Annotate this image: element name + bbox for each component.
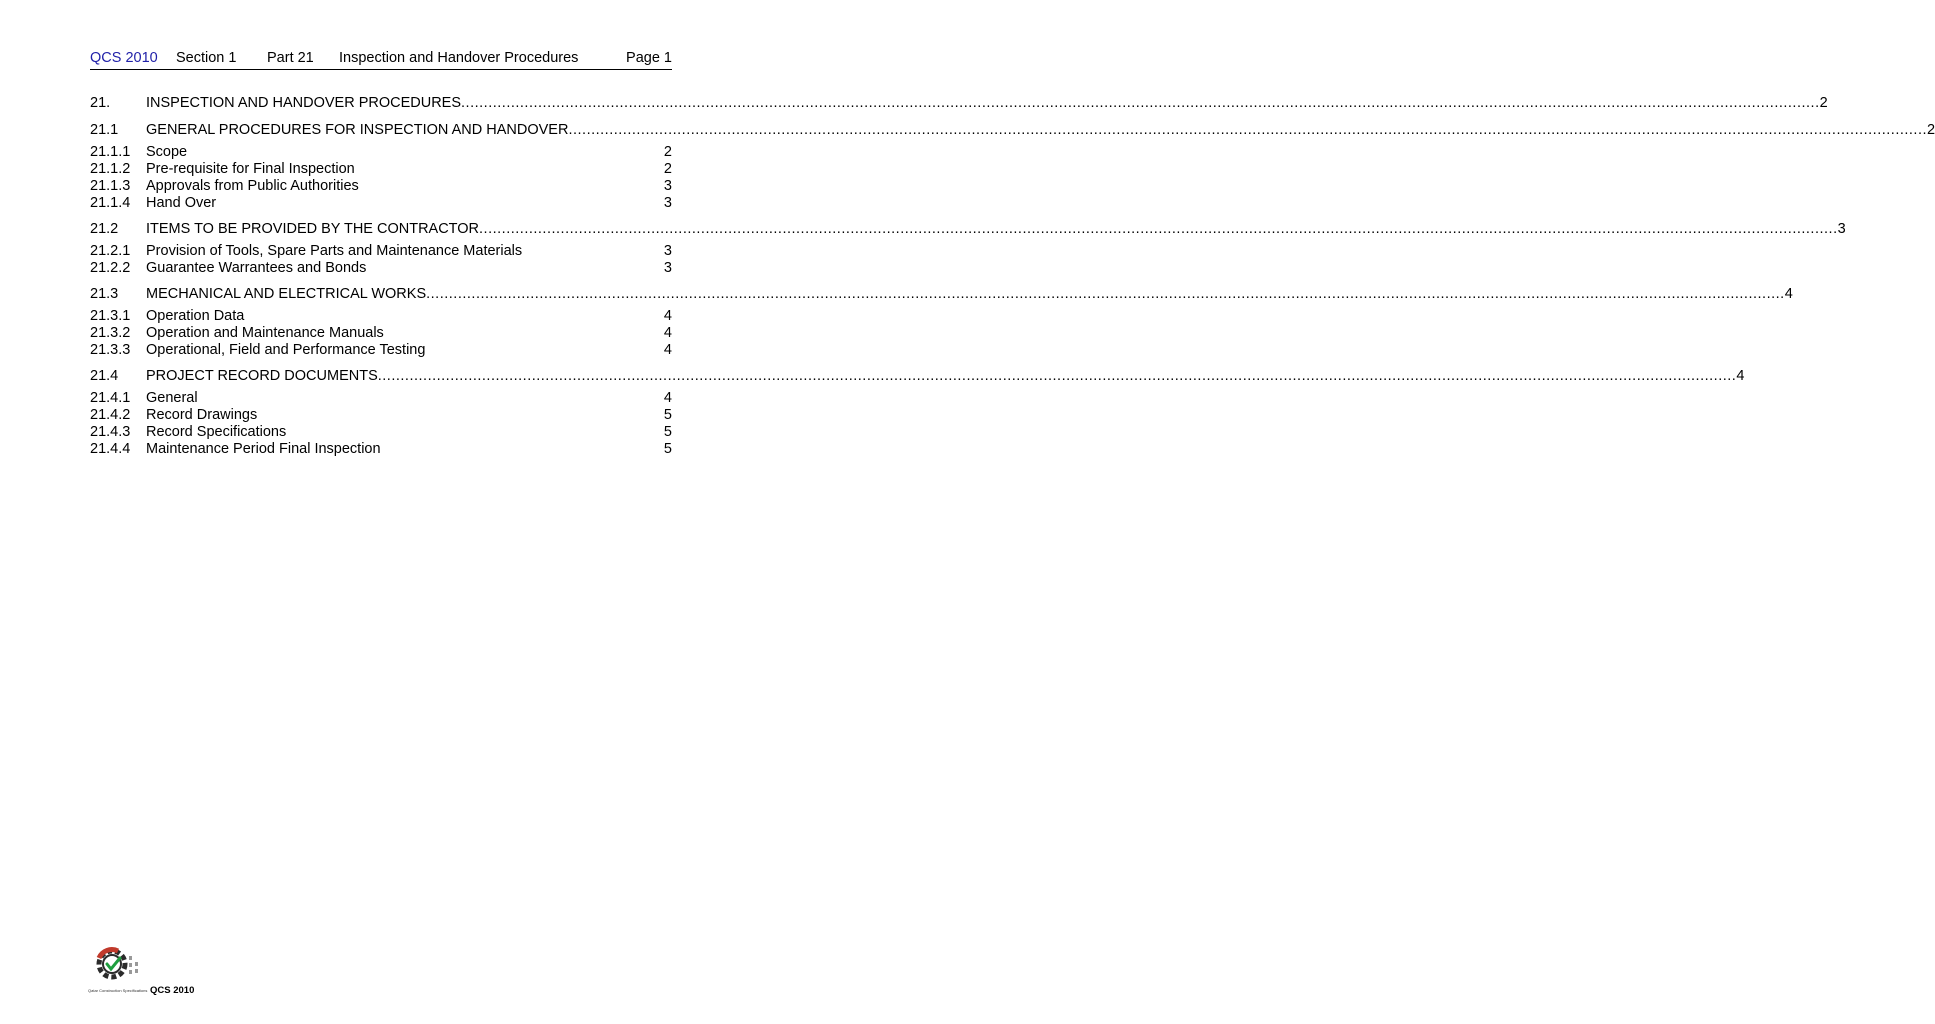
toc-entry-title: MECHANICAL AND ELECTRICAL WORKS xyxy=(146,286,427,302)
toc-entry-number: 21.4.3 xyxy=(90,424,131,440)
header-code: QCS 2010 xyxy=(90,50,158,66)
toc-entry-title: Pre-requisite for Final Inspection xyxy=(146,161,355,177)
toc-entry-number: 21.2.2 xyxy=(90,260,131,276)
toc-entry-page: 3 xyxy=(663,195,672,211)
toc-entry-page: 2 xyxy=(1819,95,1828,111)
toc-entry-number: 21.1.3 xyxy=(90,178,131,194)
toc-major-entry[interactable] xyxy=(90,284,1793,304)
toc-entry-page: 2 xyxy=(1927,122,1935,138)
toc-entry-number: 21.1 xyxy=(90,122,119,138)
toc-entry-number: 21. xyxy=(90,95,111,111)
toc-dot-leader: ............................................................................................................................................................................................................................................................................................................ xyxy=(426,286,1785,302)
toc-entry-number: 21.3.3 xyxy=(90,342,131,358)
toc-section xyxy=(90,93,1828,113)
logo-caption: Qatar Construction Specifications xyxy=(88,988,148,993)
toc-major-entry[interactable] xyxy=(90,93,1828,113)
toc-sub-entry[interactable] xyxy=(90,342,672,359)
toc-entry-title: GENERAL PROCEDURES FOR INSPECTION AND HANDOVER xyxy=(146,122,569,138)
toc-entry-title: INSPECTION AND HANDOVER PROCEDURES xyxy=(146,95,462,111)
toc-entry-number: 21.4.2 xyxy=(90,407,131,423)
toc-major-entry[interactable] xyxy=(90,120,1935,140)
toc-entry-title: Record Drawings xyxy=(146,407,258,423)
toc-section xyxy=(90,284,1793,359)
toc-sub-entry[interactable] xyxy=(90,424,672,441)
header-section: Section 1 xyxy=(176,50,237,66)
toc-entry-page: 3 xyxy=(1837,221,1846,237)
toc-section xyxy=(90,120,1935,212)
toc-entry-title: Operation Data xyxy=(146,308,245,324)
toc-entry-title: Operational, Field and Performance Testing xyxy=(146,342,426,358)
toc-entry-title: Provision of Tools, Spare Parts and Maintenance Materials xyxy=(146,243,523,259)
toc-entry-number: 21.4.4 xyxy=(90,441,131,457)
toc-entry-page: 4 xyxy=(663,325,672,341)
toc-major-entry[interactable] xyxy=(90,219,1846,239)
toc-entry-title: Hand Over xyxy=(146,195,217,211)
toc-sub-entry[interactable] xyxy=(90,407,672,424)
toc-sub-entry[interactable] xyxy=(90,195,672,212)
toc-entry-title: Record Specifications xyxy=(146,424,287,440)
toc-entry-page: 2 xyxy=(663,161,672,177)
toc-entry-number: 21.3 xyxy=(90,286,119,302)
toc-entry-number: 21.3.2 xyxy=(90,325,131,341)
toc-dot-leader: ............................................................................................................................................................................................................................................................................................................ xyxy=(377,368,1737,384)
toc-entry-title: ITEMS TO BE PROVIDED BY THE CONTRACTOR xyxy=(146,221,480,237)
toc-entry-number: 21.2.1 xyxy=(90,243,131,259)
toc-entry-number: 21.1.2 xyxy=(90,161,131,177)
toc-section xyxy=(90,366,1745,458)
toc-entry-title: Operation and Maintenance Manuals xyxy=(146,325,384,341)
toc-sub-entry[interactable] xyxy=(90,390,672,407)
header-part: Part 21 xyxy=(267,50,314,66)
toc-entry-number: 21.1.4 xyxy=(90,195,131,211)
toc-entry-page: 5 xyxy=(663,424,672,440)
toc-sub-entry[interactable] xyxy=(90,260,672,277)
toc-entry-title: Guarantee Warrantees and Bonds xyxy=(146,260,367,276)
toc-entry-page: 2 xyxy=(663,144,672,160)
toc-entry-page: 5 xyxy=(663,407,672,423)
toc-sub-entry[interactable] xyxy=(90,178,672,195)
toc-entry-number: 21.4 xyxy=(90,368,119,384)
toc-entry-number: 21.1.1 xyxy=(90,144,131,160)
toc-entry-page: 4 xyxy=(663,390,672,406)
table-of-contents xyxy=(90,93,1935,465)
toc-sub-entry[interactable] xyxy=(90,441,672,458)
toc-entry-page: 4 xyxy=(663,342,672,358)
header-title: Inspection and Handover Procedures xyxy=(339,50,579,66)
toc-entry-page: 5 xyxy=(663,441,672,457)
footer-code: QCS 2010 xyxy=(150,985,195,996)
toc-sub-entry[interactable] xyxy=(90,308,672,325)
toc-entry-page: 3 xyxy=(663,243,672,259)
toc-sub-entry[interactable] xyxy=(90,144,672,161)
toc-section xyxy=(90,219,1846,277)
toc-entry-title: Scope xyxy=(146,144,188,160)
header-page-number: Page 1 xyxy=(626,50,672,66)
toc-entry-title: Maintenance Period Final Inspection xyxy=(146,441,381,457)
toc-entry-page: 4 xyxy=(1784,286,1793,302)
toc-sub-entry[interactable] xyxy=(90,325,672,342)
toc-dot-leader: ............................................................................................................................................................................................................................................................................................................ xyxy=(479,221,1838,237)
toc-entry-title: Approvals from Public Authorities xyxy=(146,178,359,194)
toc-entry-number: 21.3.1 xyxy=(90,308,131,324)
toc-entry-title: General xyxy=(146,390,198,406)
toc-entry-title: PROJECT RECORD DOCUMENTS xyxy=(146,368,378,384)
toc-entry-number: 21.4.1 xyxy=(90,390,131,406)
toc-dot-leader: ............................................................................................................................................................................................................................................................................................................ xyxy=(568,122,1928,138)
toc-dot-leader: ............................................................................................................................................................................................................................................................................................................ xyxy=(461,95,1820,111)
page-header xyxy=(90,49,672,70)
toc-entry-page: 3 xyxy=(663,178,672,194)
toc-entry-page: 4 xyxy=(1736,368,1745,384)
toc-entry-page: 3 xyxy=(663,260,672,276)
toc-entry-page: 4 xyxy=(663,308,672,324)
toc-sub-entry[interactable] xyxy=(90,161,672,178)
toc-entry-number: 21.2 xyxy=(90,221,119,237)
toc-sub-entry[interactable] xyxy=(90,243,672,260)
toc-major-entry[interactable] xyxy=(90,366,1745,386)
